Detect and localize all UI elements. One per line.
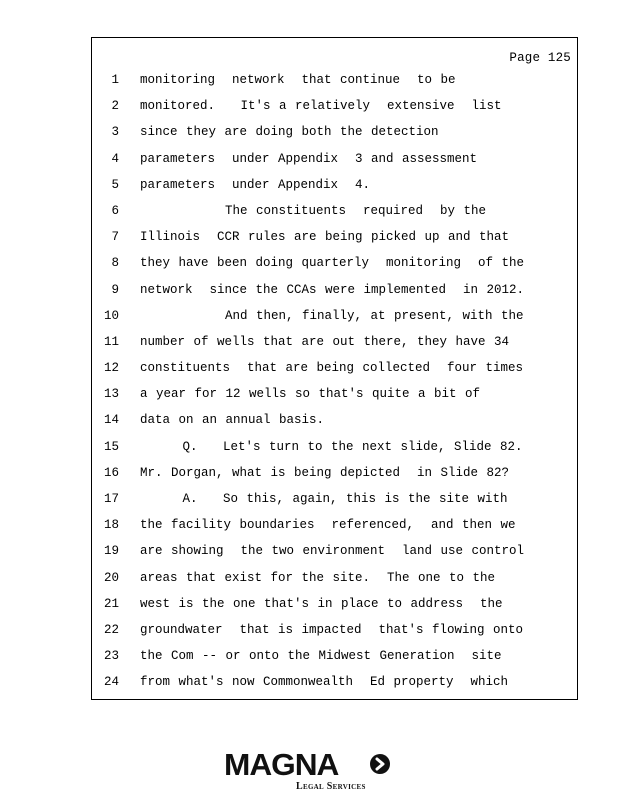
line-text: monitored. It's a relatively extensive list [140, 99, 502, 114]
line-text: monitoring network that continue to be [140, 73, 456, 87]
line-text: The constituents required by the [140, 203, 487, 218]
transcript-line [92, 515, 577, 541]
transcript-line [92, 358, 577, 384]
transcript-line [92, 437, 577, 463]
line-text: Q. Let's turn to the next slide, Slide 82. [140, 439, 523, 454]
line-text: And then, finally, at present, with the [140, 308, 524, 323]
line-number: 21 [103, 596, 119, 611]
transcript-page [91, 37, 578, 700]
transcript-line [92, 253, 577, 279]
line-number: 22 [103, 622, 119, 637]
line-number: 11 [103, 334, 119, 349]
line-number: 10 [103, 308, 119, 323]
transcript-line [92, 463, 577, 489]
line-text: west is the one that's in place to address the [140, 596, 503, 611]
line-number: 19 [103, 544, 119, 559]
line-number: 17 [103, 492, 119, 506]
line-number: 2 [111, 99, 119, 114]
line-text: they have been doing quarterly monitoring of the [140, 256, 525, 271]
line-text: areas that exist for the site. The one to the [140, 570, 496, 585]
transcript-line [92, 672, 577, 698]
chevron-right-circle-icon [369, 753, 391, 775]
line-number: 1 [111, 73, 119, 87]
transcript-line [92, 568, 577, 594]
page-number: Page 125 [509, 51, 571, 65]
line-number: 24 [103, 675, 119, 690]
line-number: 9 [111, 282, 119, 297]
transcript-line [92, 201, 577, 227]
transcript-line [92, 280, 577, 306]
line-text: from what's now Commonwealth Ed property which [140, 675, 509, 690]
line-text: parameters under Appendix 4. [140, 177, 371, 192]
transcript-line [92, 489, 577, 515]
line-text: a year for 12 wells so that's quite a bit of [140, 387, 481, 402]
line-number: 12 [103, 361, 119, 376]
line-number: 7 [111, 230, 119, 245]
line-number: 15 [103, 439, 119, 454]
transcript-line [92, 96, 577, 122]
transcript-line [92, 149, 577, 175]
line-number: 13 [103, 387, 119, 402]
logo-subtext: Legal Services [296, 781, 366, 792]
line-text: are showing the two environment land use control [140, 544, 525, 559]
line-text: A. So this, again, this is the site with [140, 492, 508, 506]
transcript-line [92, 175, 577, 201]
line-number: 3 [111, 125, 119, 140]
line-number: 8 [111, 256, 119, 271]
transcript-line [92, 227, 577, 253]
transcript-line [92, 620, 577, 646]
transcript-line [92, 332, 577, 358]
line-text: groundwater that is impacted that's flowing onto [140, 622, 524, 637]
line-number: 18 [103, 518, 119, 533]
line-number: 5 [111, 177, 119, 192]
line-number: 4 [111, 151, 119, 166]
line-number: 6 [111, 203, 119, 218]
line-text: since they are doing both the detection [140, 125, 439, 140]
line-number: 14 [103, 413, 119, 428]
transcript-line [92, 384, 577, 410]
transcript-lines [92, 70, 577, 699]
logo-wordmark: MAGNA [224, 747, 339, 782]
line-text: the Com -- or onto the Midwest Generation site [140, 649, 502, 664]
line-text: the facility boundaries referenced, and then we [140, 518, 516, 533]
transcript-line [92, 541, 577, 567]
transcript-line [92, 70, 577, 96]
transcript-line [92, 122, 577, 148]
line-text: network since the CCAs were implemented in 2012. [140, 282, 525, 297]
transcript-line [92, 410, 577, 436]
line-text: constituents that are being collected four times [140, 361, 524, 376]
line-text: data on an annual basis. [140, 413, 325, 428]
line-number: 20 [103, 570, 119, 585]
line-text: parameters under Appendix 3 and assessment [140, 151, 478, 166]
transcript-line [92, 594, 577, 620]
line-text: number of wells that are out there, they have 34 [140, 334, 510, 349]
transcript-line [92, 646, 577, 672]
line-text: Illinois CCR rules are being picked up and that [140, 230, 510, 245]
magna-logo [224, 748, 394, 794]
line-number: 23 [103, 649, 119, 664]
transcript-line [92, 306, 577, 332]
line-number: 16 [103, 465, 119, 480]
line-text: Mr. Dorgan, what is being depicted in Slide 82? [140, 465, 510, 480]
